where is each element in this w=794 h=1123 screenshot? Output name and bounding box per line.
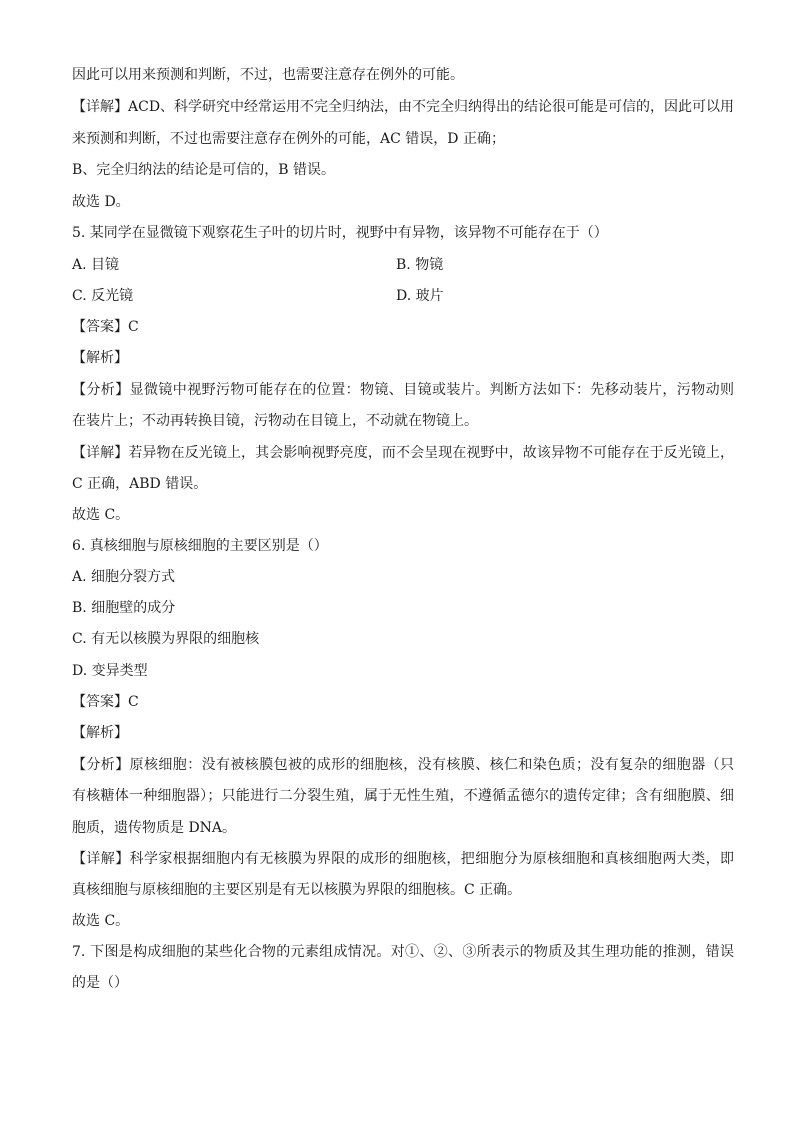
option-d: D. 变异类型 xyxy=(72,663,148,679)
analysis-paragraph: 【分析】显微镜中视野污物可能存在的位置：物镜、目镜或装片。判断方法如下：先移动装片，污物动则 xyxy=(72,382,734,398)
answer-choice-line: 故选 C。 xyxy=(72,507,130,523)
analysis-paragraph: 胞质，遗传物质是 DNA。 xyxy=(72,820,237,836)
analysis-paragraph: 【分析】原核细胞：没有被核膜包被的成形的细胞核，没有核膜、核仁和染色质；没有复杂的细胞器（只 xyxy=(72,757,734,773)
analysis-paragraph: 有核糖体一种细胞器）；只能进行二分裂生殖，属于无性生殖，不遵循孟德尔的遗传定律；含有细胞膜、细 xyxy=(72,788,734,804)
question-5-stem: 5. 某同学在显微镜下观察花生子叶的切片时，视野中有异物，该异物不可能存在于（） xyxy=(72,225,608,241)
analysis-label: 【解析】 xyxy=(72,350,128,366)
analysis-paragraph: 在装片上；不动再转换目镜，污物动在目镜上，不动就在物镜上。 xyxy=(72,413,478,429)
question-6-stem: 6. 真核细胞与原核细胞的主要区别是（） xyxy=(72,538,328,554)
detail-paragraph: 【详解】科学家根据细胞内有无核膜为界限的成形的细胞核，把细胞分为原核细胞和真核细胞两大类，即 xyxy=(72,851,734,867)
analysis-label: 【解析】 xyxy=(72,725,128,741)
option-a: A. 细胞分裂方式 xyxy=(72,569,176,585)
question-7-stem-continued: 的是（） xyxy=(72,975,128,991)
option-b: B. 细胞壁的成分 xyxy=(72,600,176,616)
detail-paragraph: 【详解】若异物在反光镜上，其会影响视野亮度，而不会呈现在视野中，故该异物不可能存在于反光镜上， xyxy=(72,445,734,461)
option-a: A. 目镜 xyxy=(72,257,120,273)
answer-choice-line: 故选 D。 xyxy=(72,194,130,210)
detail-paragraph: 【详解】ACD、科学研究中经常运用不完全归纳法，由不完全归纳得出的结论很可能是可信的，因此可以用 xyxy=(72,99,735,115)
answer-choice-line: 故选 C。 xyxy=(72,913,130,929)
paragraph-text: 因此可以用来预测和判断，不过，也需要注意存在例外的可能。 xyxy=(72,67,464,83)
option-d: D. 玻片 xyxy=(396,288,444,304)
question-7-stem: 7. 下图是构成细胞的某些化合物的元素组成情况。对①、②、③所表示的物质及其生理功能的推测，错误 xyxy=(72,944,734,960)
detail-paragraph: 真核细胞与原核细胞的主要区别是有无以核膜为界限的细胞核。C 正确。 xyxy=(72,882,522,898)
paragraph-text: 来预测和判断，不过也需要注意存在例外的可能，AC 错误，D 正确； xyxy=(72,131,505,147)
option-b: B. 物镜 xyxy=(396,257,444,273)
detail-paragraph: C 正确，ABD 错误。 xyxy=(72,476,208,492)
option-c: C. 有无以核膜为界限的细胞核 xyxy=(72,631,260,647)
answer-label: 【答案】C xyxy=(72,319,139,335)
option-c: C. 反光镜 xyxy=(72,288,134,304)
paragraph-text: B、完全归纳法的结论是可信的，B 错误。 xyxy=(72,162,336,178)
answer-label: 【答案】C xyxy=(72,694,139,710)
